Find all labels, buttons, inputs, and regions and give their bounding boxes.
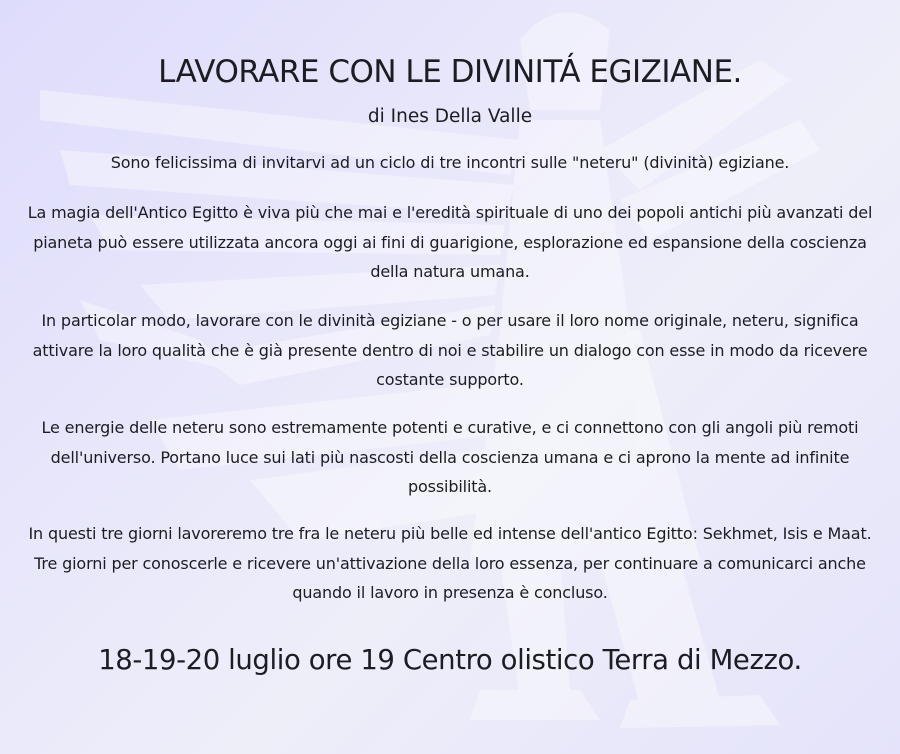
author-line: di Ines Della Valle [367,106,533,127]
event-details: 18-19-20 luglio ore 19 Centro olistico Terra di Mezzo. [98,644,802,676]
paragraph-ancient-egypt-magic: La magia dell'Antico Egitto è viva più che mai e l'eredità spirituale di uno dei popoli antichi più avanzati del pianeta può essere utilizzata ancora oggi ai fini di guarigione, esplorazione ed espansione della coscienza della natura umana. [27,203,873,281]
paragraph-invitation: Sono felicissima di invitarvi ad un ciclo di tre incontri sulle "neteru" (divinità) egiziane. [110,153,790,172]
paragraph-working-with-neteru: In particolar modo, lavorare con le divinità egiziane - o per usare il loro nome originale, neteru, significa attivare la loro qualità che è già presente dentro di noi e stabilire un dialogo con esse in modo da ricevere costante supporto. [32,311,868,389]
paragraph-three-days: In questi tre giorni lavoreremo tre fra le neteru più belle ed intense dell'antico Egitto: Sekhmet, Isis e Maat. Tre giorni per conoscerle e ricevere un'attivazione della loro essenza, per continuare a comunicarci anche quando il lavoro in presenza è concluso. [28,524,872,602]
paragraph-neteru-energies: Le energie delle neteru sono estremamente potenti e curative, e ci connettono con gli angoli più remoti dell'universo. Portano luce sui lati più nascosti della coscienza umana e ci aprono la mente ad infinite possibilità. [41,418,859,496]
flyer-title: LAVORARE CON LE DIVINITÁ EGIZIANE. [158,54,742,90]
